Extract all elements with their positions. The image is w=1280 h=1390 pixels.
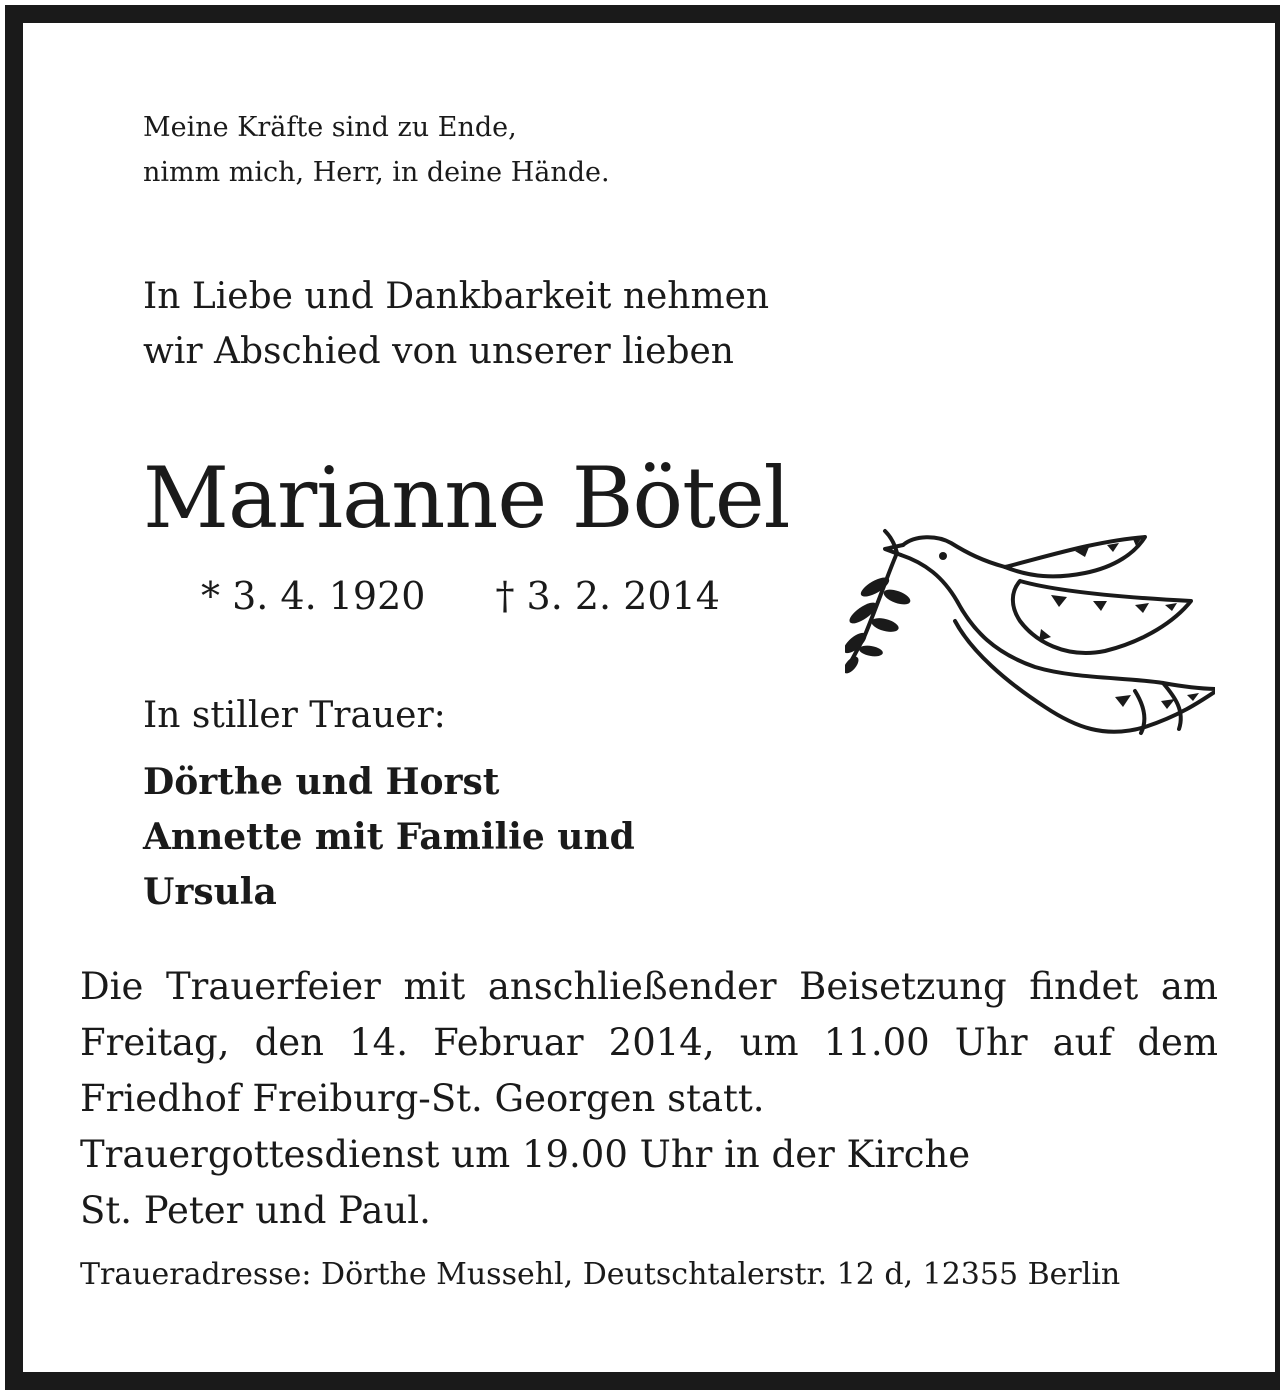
birth-date: * 3. 4. 1920 <box>201 574 426 618</box>
intro-line: wir Abschied von unserer lieben <box>143 331 734 372</box>
motto-line: nimm mich, Herr, in deine Hände. <box>143 157 610 188</box>
life-dates <box>201 571 720 621</box>
ceremony-line: Freitag, den 14. Februar 2014, um 11.00 Uhr auf dem <box>80 1021 1218 1064</box>
ceremony-line: Die Trauerfeier mit anschließender Beisetzung findet am <box>80 965 1218 1008</box>
obituary-content <box>23 23 1275 1372</box>
obituary-frame <box>5 5 1280 1390</box>
mourner-name: Ursula <box>143 871 277 913</box>
ceremony-line: Trauergottesdienst um 19.00 Uhr in der Kirche <box>80 1133 971 1176</box>
mourning-address: Traueradresse: Dörthe Mussehl, Deutschtalerstr. 12 d, 12355 Berlin <box>80 1257 1121 1292</box>
deceased-name: Marianne Bötel <box>143 449 790 547</box>
intro-line: In Liebe und Dankbarkeit nehmen <box>143 276 770 317</box>
motto-line: Meine Kräfte sind zu Ende, <box>143 112 517 143</box>
mourning-label: In stiller Trauer: <box>143 695 446 736</box>
mourners-list <box>143 755 635 920</box>
ceremony-details <box>80 959 1218 1239</box>
ceremony-line: Friedhof Freiburg-St. Georgen statt. <box>80 1077 765 1120</box>
dove-with-olive-branch-icon <box>845 501 1215 751</box>
mourner-name: Annette mit Familie und <box>143 816 635 858</box>
ceremony-line: St. Peter und Paul. <box>80 1189 431 1232</box>
death-date: † 3. 2. 2014 <box>495 574 720 618</box>
intro-text <box>143 269 769 379</box>
motto-verse <box>143 105 610 195</box>
mourner-name: Dörthe und Horst <box>143 761 500 803</box>
